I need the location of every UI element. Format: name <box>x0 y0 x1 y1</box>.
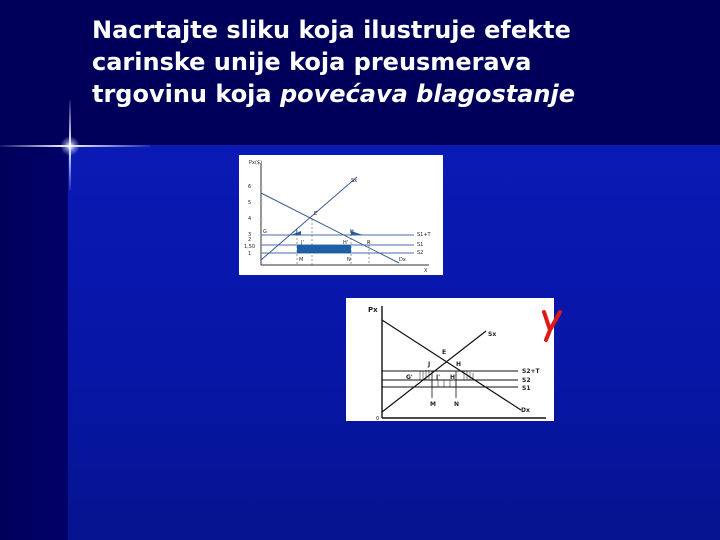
fig2-point-e: E <box>442 349 447 356</box>
fig2-y-axis-label: Px <box>368 306 378 314</box>
fig1-tick-150: 1,50 <box>244 244 256 250</box>
fig1-label-s1t: S1+T <box>417 232 431 238</box>
fig2-origin: 0 <box>376 416 380 421</box>
fig1-point-h2: H' <box>343 240 349 246</box>
fig2-label-s1: S1 <box>522 385 531 392</box>
fig1-point-e: E <box>314 211 318 217</box>
fig1-point-h: H <box>350 229 354 235</box>
fig1-y-axis-label: Px($) <box>249 160 263 166</box>
left-decor-strip <box>0 145 68 540</box>
title-line-3: trgovinu koja <box>92 80 280 108</box>
fig1-tick-3: 3 <box>248 232 252 238</box>
title-line-2: carinske unije koja preusmerava <box>92 48 532 76</box>
fig1-tick-4: 4 <box>248 216 252 222</box>
fig1-label-dx: Dx <box>399 257 406 263</box>
fig1-point-g: G <box>263 229 267 235</box>
fig2-label-s2t: S2+T <box>522 368 540 375</box>
red-arrow-icon <box>540 306 564 344</box>
fig2-label-sx: Sx <box>488 331 497 338</box>
fig1-x-axis-label: X <box>424 268 428 274</box>
fig1-label-s1: S1 <box>417 242 424 248</box>
fig2-point-h2: H' <box>450 374 457 381</box>
title-emphasis: povećava blagostanje <box>279 80 575 108</box>
fig2-point-g2: G' <box>406 374 413 381</box>
fig1-tick-5: 5 <box>248 200 252 206</box>
fig1-tick-1: 1 <box>248 251 252 257</box>
title-line-1: Nacrtajte sliku koja ilustruje efekte <box>92 16 571 44</box>
fig1-point-m: M <box>299 257 304 263</box>
fig1-tick-6: 6 <box>248 184 252 190</box>
fig1-point-r: R <box>367 240 371 246</box>
fig1-tick-2: 2 <box>248 237 252 243</box>
fig2-point-m: M <box>430 401 436 408</box>
slide-title <box>92 14 702 110</box>
fig2-label-dx: Dx <box>521 407 530 414</box>
customs-union-diagram-1 <box>239 155 443 275</box>
fig1-point-j: J <box>296 229 298 235</box>
fig2-point-j2: J' <box>436 374 441 381</box>
customs-union-diagram-2 <box>346 298 554 421</box>
fig2-point-j: J <box>428 361 431 368</box>
fig1-label-s2: S2 <box>417 250 424 256</box>
fig2-point-n: N <box>454 401 460 408</box>
fig1-point-n: N <box>347 257 351 263</box>
star-icon <box>60 136 80 156</box>
fig1-point-j2: J' <box>301 240 304 246</box>
fig1-label-sx: Sx <box>351 178 358 184</box>
fig2-label-s2: S2 <box>522 377 531 384</box>
fig2-point-h: H <box>456 361 462 368</box>
